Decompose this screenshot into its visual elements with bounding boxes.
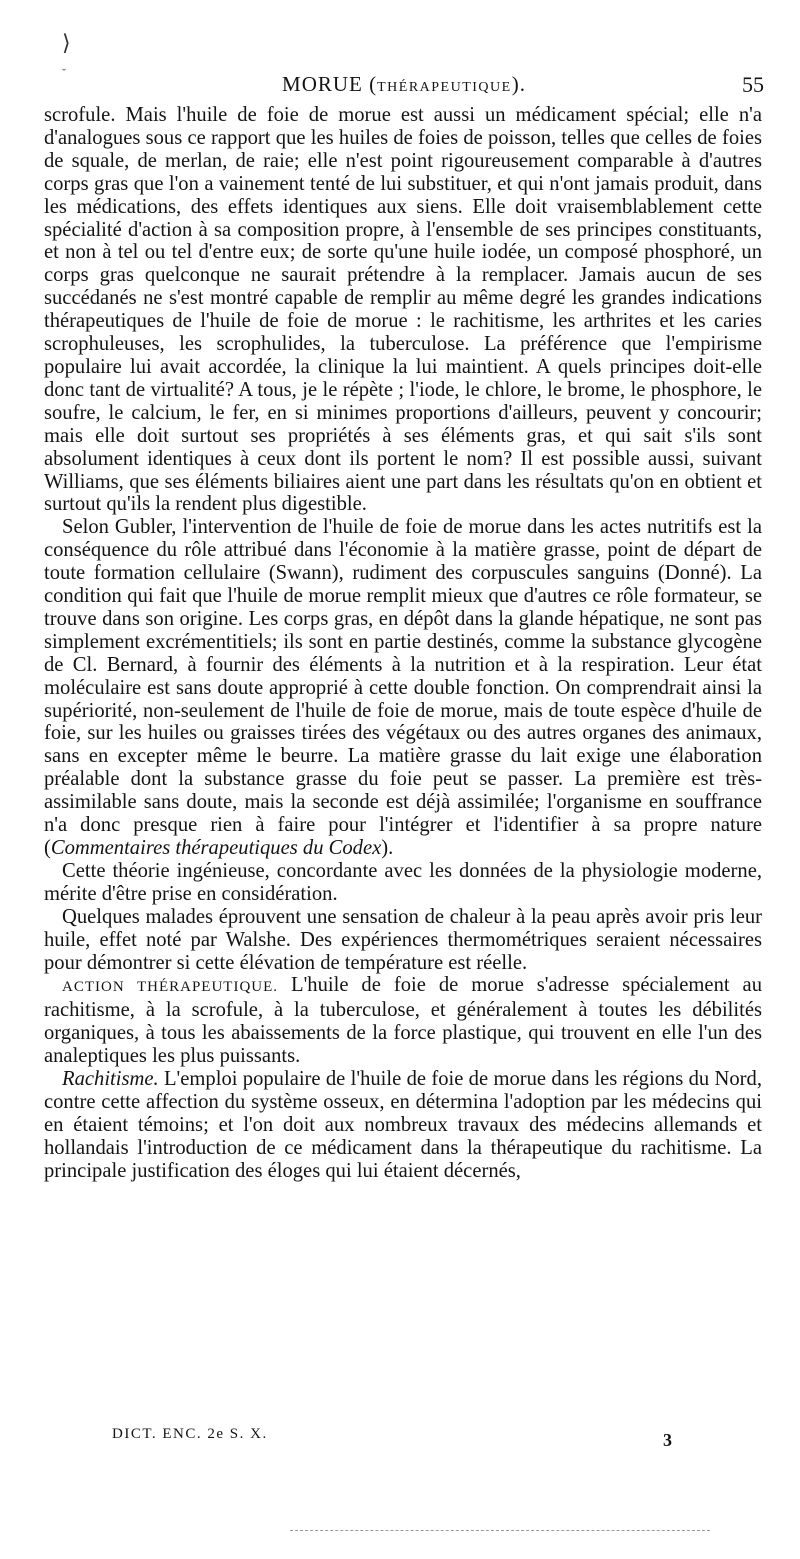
bottom-rule: [290, 1530, 710, 1531]
paragraph-2: [44, 516, 762, 860]
paragraph-3: [44, 860, 762, 906]
paragraph-1: [44, 104, 762, 516]
section-heading: ACTION THÉRAPEUTIQUE.: [62, 979, 279, 996]
paragraph-text: scrofule. Mais l'huile de foie de morue est aussi un médicament spécial; elle n'a d'analogues sous ce rapport que les huiles de foies de poisson, telles que celles de foies de squale, de merlan, de raie; elle n'est point rigoureusement comparable à d'autres corps gras que l'on a vainement tenté de lui substituer, et qui n'ont jamais produit, dans les médications, des effets identiques aux siens. Elle doit vraisemblablement cette spécialité d'action à sa composition propre, à l'ensemble de ses principes constituants, et non à tel ou tel d'entre eux; de sorte qu'une huile iodée, un composé phosphoré, un corps gras quelconque ne saurait prétendre à la remplacer. Jamais aucun de ses succédanés ne s'est montré capable de remplir au même degré les grandes indications thérapeutiques de l'huile de foie de morue : le rachitisme, les arthrites et les caries scrophuleuses, les scrophulides, la tuberculose. La préférence que l'empirisme populaire lui avait accordée, la clinique la lui maintient. A quels principes doit-elle donc tant de virtualité? A tous, je le répète ; l'iode, le chlore, le brome, le phosphore, le soufre, le calcium, le fer, en si minimes proportions d'ailleurs, peuvent y concourir; mais elle doit surtout ses propriétés à ses éléments gras, et qui sait s'ils sont absolument identiques à ceux dont ils portent le nom? Il est possible aussi, suivant Williams, que ses éléments biliaires aient une part dans les résultats qu'on en obtient et surtout qu'ils la rendent plus digestible.: [44, 104, 762, 516]
title-main: MORUE (: [282, 72, 378, 96]
page-number: 55: [742, 72, 764, 97]
paragraph-5: [44, 974, 762, 1068]
sheet-number: 3: [663, 1430, 672, 1450]
subsection-heading: Rachitisme.: [62, 1068, 159, 1091]
body-text: [44, 104, 762, 1183]
paragraph-text: Cette théorie ingénieuse, concordante avec les données de la physiologie moderne, mérite d'être prise en considération.: [44, 859, 762, 905]
corner-dot: ˇ: [62, 66, 66, 80]
corner-mark: ⟩: [62, 30, 71, 55]
citation-italic: Commentaires thérapeutiques du Codex: [50, 837, 382, 859]
page-footer: [112, 1426, 672, 1456]
running-title: [44, 72, 764, 97]
paragraph-tail: ).: [381, 837, 394, 859]
paragraph-text: L'huile de foie de morue s'adresse spécialement au rachitisme, à la scrofule, à la tuberculose, et généralement à toutes les débilités organiques, à tous les abaissements de la force plastique, qui trouvent en elle l'un des analeptiques les plus puissants.: [44, 974, 762, 1068]
paragraph-text: Quelques malades éprouvent une sensation de chaleur à la peau après avoir pris leur huile, effet noté par Walshe. Des expériences thermométriques seraient nécessaires pour démontrer si cette élévation de température est réelle.: [44, 905, 762, 974]
title-end: ).: [511, 72, 526, 96]
paragraph-text: L'emploi populaire de l'huile de foie de morue dans les régions du Nord, contre cette affection du système osseux, en détermina l'adoption par les médecins qui en étaient témoins; et l'on doit aux nombreux travaux des médecins allemands et hollandais l'introduction de ce médicament dans la thérapeutique du rachitisme. La principale justification des éloges qui lui étaient décernés,: [44, 1068, 762, 1182]
paragraph-4: [44, 906, 762, 975]
title-small-caps: THÉRAPEUTIQUE: [377, 80, 512, 95]
signature-mark: DICT. ENC. 2e S. X.: [112, 1426, 268, 1442]
paragraph-6: [44, 1068, 762, 1183]
running-header: [44, 72, 764, 102]
paragraph-text: Selon Gubler, l'intervention de l'huile de foie de morue dans les actes nutritifs est la conséquence du rôle attribué dans l'économie à la matière grasse, point de départ de toute formation cellulaire (Swann), rudiment des corpuscules sanguins (Donné). La condition qui fait que l'huile de morue remplit mieux que d'autres ce rôle formateur, se trouve dans son origine. Les corps gras, en dépôt dans la glande hépatique, ne sont pas simplement excrémentitiels; ils sont en partie destinés, comme la substance glycogène de Cl. Bernard, à fournir des éléments à la nutrition et à la respiration. Leur état moléculaire est sans doute approprié à cette double fonction. On comprendrait ainsi la supériorité, non-seulement de l'huile de foie de morue, mais de toute espèce d'huile de foie, sur les huiles ou graisses tirées des végétaux ou des autres organes des animaux, sans en excepter même le beurre. La matière grasse du lait exige une élaboration préalable dont la substance grasse du foie peut se passer. La première est très-assimilable sans doute, mais la seconde est déjà assimilée; l'organisme en souffrance n'a donc presque rien à faire pour l'intégrer et l'identifier à sa propre nature (: [44, 516, 762, 859]
